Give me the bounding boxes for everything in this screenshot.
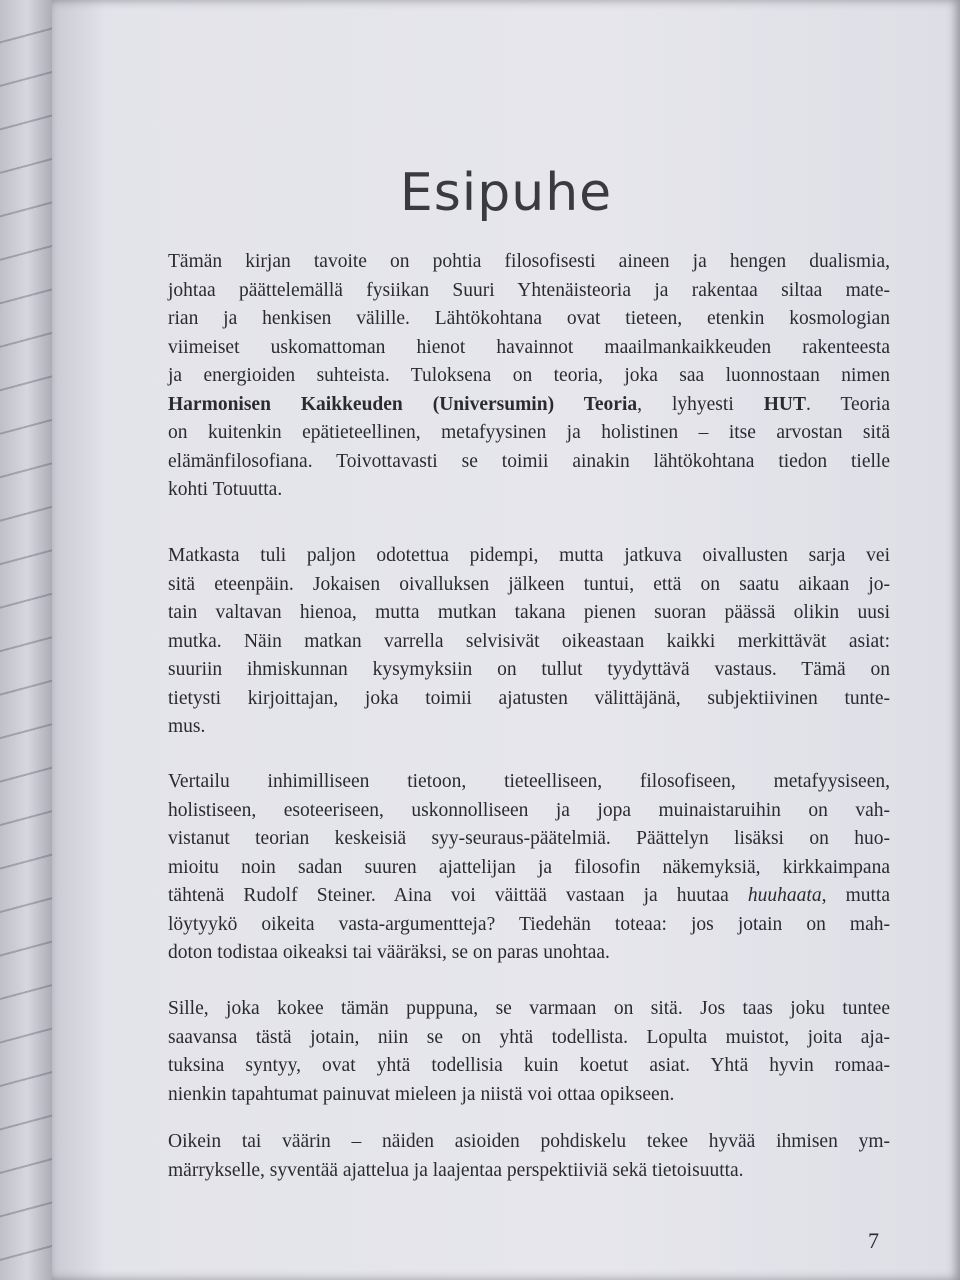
- text-line: Matkasta tuli paljon odotettua pidempi, mutta jatkuva oivallusten sarja vei: [168, 545, 890, 566]
- italic-word: huuhaata: [747, 885, 822, 906]
- text-line: rian ja henkisen välille. Lähtökohtana ovat tieteen, etenkin kosmologian: [168, 308, 890, 329]
- text-line: Sille, joka kokee tämän puppuna, se varmaan on sitä. Jos taas joku tuntee: [168, 998, 890, 1019]
- text-line: märrykselle, syventää ajattelua ja laajentaa perspektiiviä sekä tietoisuutta.: [168, 1159, 744, 1181]
- text-fragment: , mutta: [821, 885, 890, 906]
- text-line: tuksina syntyy, ovat yhtä todellisia kuin koetut asiat. Yhtä hyvin romaa-: [168, 1055, 890, 1076]
- text-line: [168, 882, 890, 911]
- text-line: Tämän kirjan tavoite on pohtia filosofisesti aineen ja hengen dualismia,: [168, 251, 890, 272]
- text-line: doton todistaa oikeaksi tai vääräksi, se on paras unohtaa.: [168, 942, 610, 963]
- text-line: holistiseen, esoteeriseen, uskonnolliseen ja jopa muinaistaruihin on vah-: [168, 799, 890, 821]
- text-line: kohti Totuutta.: [168, 479, 283, 500]
- text-line: viimeiset uskomattoman hienot havainnot maailmankaikkeuden rakenteesta: [168, 336, 890, 358]
- text-line: Vertailu inhimilliseen tietoon, tieteelliseen, filosofiseen, metafyysiseen,: [168, 771, 890, 792]
- text-line: [168, 391, 890, 420]
- text-line: sitä eteenpäin. Jokaisen oivalluksen jälkeen tuntui, että on saatu aikaan jo-: [168, 573, 890, 595]
- paragraph-2: [168, 542, 890, 742]
- text-fragment: , lyhyesti: [637, 393, 764, 415]
- page-edges: [0, 0, 60, 1280]
- text-line: tietysti kirjoittajan, joka toimii ajatusten välittäjänä, subjektiivinen tunte-: [168, 687, 890, 709]
- text-line: johtaa päättelemällä fysiikan Suuri Yhtenäisteoria ja rakentaa siltaa mate-: [168, 279, 890, 301]
- paragraph-1: [168, 248, 890, 505]
- text-line: mioitu noin sadan suuren ajattelijan ja filosofin näkemyksiä, kirkkaimpana: [168, 856, 890, 878]
- paragraph-3: [168, 768, 890, 968]
- text-line: suuriin ihmiskunnan kysymyksiin on tullut tyydyttävä vastaus. Tämä on: [168, 659, 890, 680]
- theory-abbreviation: HUT: [763, 393, 806, 415]
- page-number: 7: [868, 1228, 879, 1253]
- theory-name: Harmonisen Kaikkeuden (Universumin) Teoria: [168, 393, 638, 415]
- text-line: vistanut teorian keskeisiä syy-seuraus-päätelmiä. Päättelyn lisäksi on huo-: [168, 828, 890, 849]
- text-line: saavansa tästä jotain, niin se on yhtä todellista. Lopulta muistot, joita aja-: [168, 1026, 890, 1048]
- text-line: mus.: [168, 716, 206, 737]
- chapter-title: Esipuhe: [399, 162, 613, 223]
- text-line: on kuitenkin epätieteellinen, metafyysinen ja holistinen – itse arvostan sitä: [168, 422, 890, 443]
- text-fragment: . Teoria: [805, 393, 891, 415]
- text-line: nienkin tapahtumat painuvat mieleen ja niistä voi ottaa opikseen.: [168, 1083, 675, 1105]
- paragraph-5: [168, 1128, 890, 1185]
- text-line: ja energioiden suhteista. Tuloksena on teoria, joka saa luonnostaan nimen: [168, 365, 890, 386]
- text-fragment: tähtenä Rudolf Steiner. Aina voi väittää vastaan ja huutaa: [168, 885, 748, 906]
- text-line: Oikein tai väärin – näiden asioiden pohdiskelu tekee hyvää ihmisen ym-: [168, 1131, 890, 1152]
- text-line: elämänfilosofiana. Toivottavasti se toimii ainakin lähtökohtana tiedon tielle: [168, 450, 890, 472]
- text-line: tain valtavan hienoa, mutta mutkan takana pienen suoran päässä olikin uusi: [168, 602, 890, 623]
- paragraph-4: [168, 995, 890, 1109]
- text-line: mutka. Näin matkan varrella selvisivät oikeastaan kaikki merkittävät asiat:: [168, 630, 890, 652]
- book-page: [52, 0, 960, 1280]
- text-line: löytyykö oikeita vasta-argumentteja? Tiedehän toteaa: jos jotain on mah-: [168, 913, 890, 935]
